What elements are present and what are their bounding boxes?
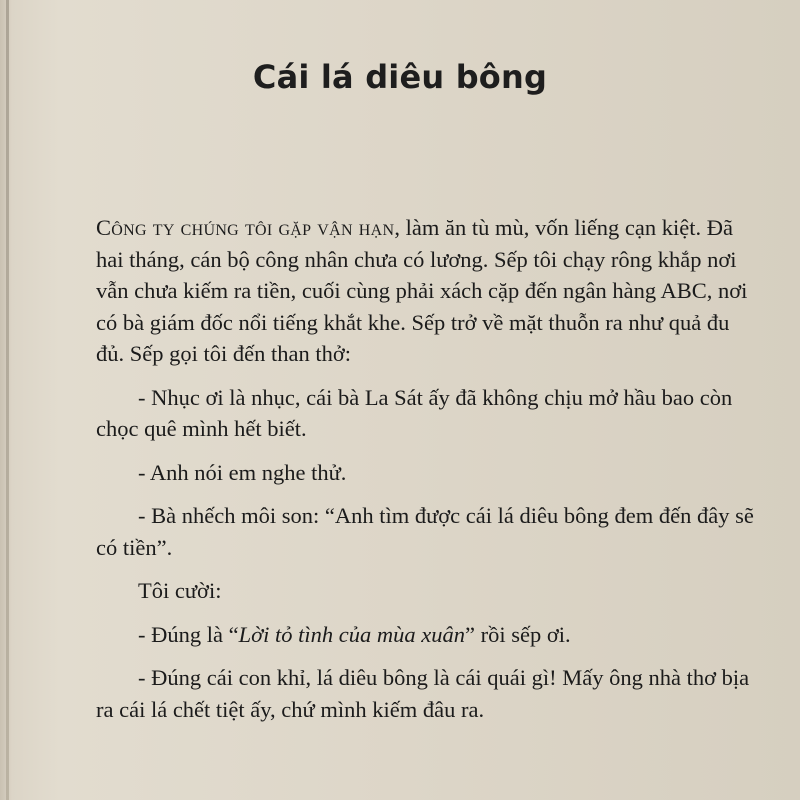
quote-line [96, 619, 756, 651]
paragraph-gap [96, 563, 756, 575]
paragraph-gap [96, 650, 756, 662]
last-paragraph: - Đúng cái con khỉ, lá diêu bông là cái quái gì! Mấy ông nhà thơ bịa ra cái lá chết tiệt ấy, chứ mình kiếm đâu ra. [96, 665, 750, 722]
dialogue-line-4: Tôi cười: [138, 578, 222, 603]
opening-paragraph [96, 212, 756, 370]
dialogue-line-2: - Anh nói em nghe thử. [138, 459, 347, 485]
paragraph-gap [96, 488, 756, 500]
chapter-body [96, 212, 756, 725]
book-spine-shadow [6, 0, 9, 800]
paragraph-gap [96, 445, 756, 457]
quote-italic: Lời tỏ tình của mùa xuân [238, 621, 465, 647]
quote-suffix: ” rồi sếp ơi. [464, 621, 571, 647]
dialogue-line-3: - Bà nhếch môi son: “Anh tìm được cái lá diêu bông đem đến đây sẽ có tiền”. [96, 503, 754, 560]
paragraph-gap [96, 370, 756, 382]
quote-prefix: - Đúng là “ [138, 621, 239, 647]
chapter-title: Cái lá diêu bông [252, 58, 548, 96]
opening-rest: , làm ăn tù mù, vốn liếng cạn kiệt. Đã hai tháng, cán bộ công nhân chưa có lương. Sếp tôi chạy rông khắp nơi vẫn chưa kiếm ra tiền, cuối cùng phải xách cặp đến ngân hàng ABC, nơi có bà giám đốc nổi tiếng khắt khe. Sếp trở về mặt thuỗn ra như quả đu đủ. Sếp gọi tôi đến than thở: [96, 215, 748, 366]
opening-small-caps: Công ty chúng tôi gặp vận hạn [96, 215, 395, 240]
dialogue-line-1: - Nhục ơi là nhục, cái bà La Sát ấy đã không chịu mở hầu bao còn chọc quê mình hết biết. [96, 384, 733, 441]
paragraph-gap [96, 607, 756, 619]
